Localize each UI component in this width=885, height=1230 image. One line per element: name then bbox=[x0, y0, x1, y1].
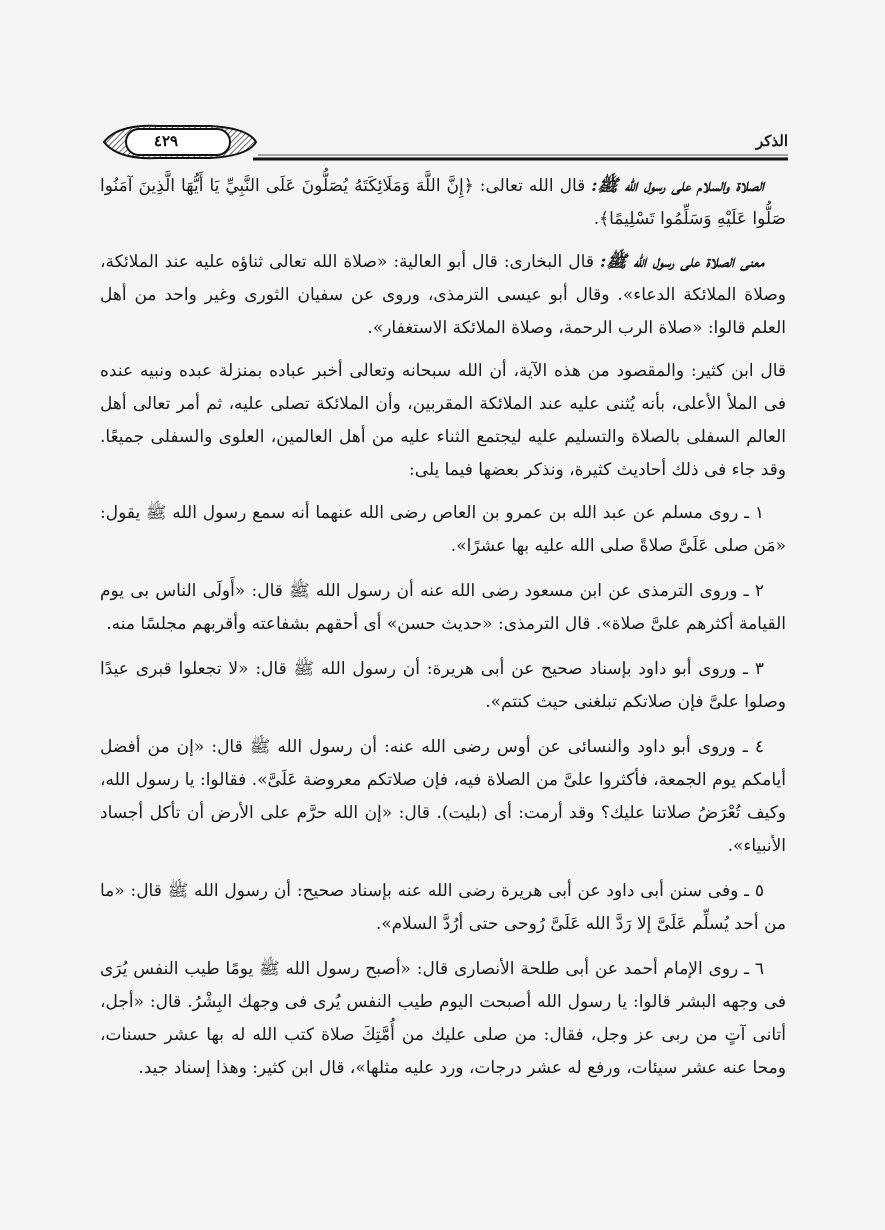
page-body bbox=[100, 170, 786, 1097]
section-text: قال البخارى: قال أبو العالية: «صلاة الله تعالى ثناؤه عليه عند الملائكة، وصلاة الملائكة الدعاء». وقال أبو عيسى الترمذى، وروى عن سفيان الثورى وغير واحد من أهل العلم قالوا: «صلاة الرب الرحمة، وصلاة الملائكة الاستغفار». bbox=[100, 252, 786, 338]
hadith-1: ١ ـ روى مسلم عن عبد الله بن عمرو بن العاص رضى الله عنهما أنه سمع رسول الله ﷺ يقول: «مَن صلى عَلَىَّ صلاةً صلى الله عليه بها عشرًا». bbox=[100, 503, 786, 556]
hadith-6: ٦ ـ روى الإمام أحمد عن أبى طلحة الأنصارى قال: «أصبح رسول الله ﷺ يومًا طيب النفس يُرَى فى وجهه البشر قالوا: يا رسول الله أصبحت اليوم طيب النفس يُرى فى وجهك البِشْرُ. قال: «أجل، أتانى آتٍ من ربى عز وجل، فقال: من صلى عليك من أُمَّتِكَ صلاة كتب الله له بها عشر حسنات، ومحا عنه عشر سيئات، ورفع له عشر درجات، ورد عليه مثلها»، قال ابن كثير: وهذا إسناد جيد. bbox=[100, 959, 786, 1078]
hadith-3: ٣ ـ وروى أبو داود بإسناد صحيح عن أبى هريرة: أن رسول الله ﷺ قال: «لا تجعلوا قبرى عيدًا وصلوا علىَّ فإن صلاتكم تبلغنى حيث كنتم». bbox=[100, 659, 786, 712]
section-meaning-salat bbox=[100, 246, 786, 345]
section-text: قال الله تعالى: ﴿إِنَّ اللَّهَ وَمَلَائِكَتَهُ يُصَلُّونَ عَلَى النَّبِيِّ يَا أَيُّهَا الَّذِينَ آمَنُوا صَلُّوا عَلَيْهِ وَسَلِّمُوا تَسْلِيمًا﴾. bbox=[100, 176, 786, 229]
running-head: الذكر bbox=[755, 132, 788, 150]
hadith-2: ٢ ـ وروى الترمذى عن ابن مسعود رضى الله عنه أن رسول الله ﷺ قال: «أَولَى الناس بى يوم القيامة أكثرهم علىَّ صلاة». قال الترمذى: «حديث حسن» أى أحقهم بشفاعته وأقربهم مجلسًا منه. bbox=[100, 581, 786, 634]
ibn-kathir-paragraph: قال ابن كثير: والمقصود من هذه الآية، أن الله سبحانه وتعالى أخبر عباده بمنزلة عبده ونبيه عنده فى الملأ الأعلى، بأنه يُثنى عليه عند الملائكة المقربين، وأن الملائكة تصلى عليه، ثم أمر تعالى أهل العالم السفلى بالصلاة والتسليم عليه ليجتمع الثناء عليه من أهل العالمين، العلوى والسفلى جميعًا. وقد جاء فى ذلك أحاديث كثيرة، ونذكر بعضها فيما يلى: bbox=[100, 361, 786, 480]
section-heading: معنى الصلاة على رسول الله ﷺ: bbox=[600, 252, 764, 272]
page-number: ٤٢٩ bbox=[153, 132, 179, 150]
section-salat-salam bbox=[100, 170, 786, 236]
hadith-5: ٥ ـ وفى سنن أبى داود عن أبى هريرة رضى الله عنه بإسناد صحيح: أن رسول الله ﷺ قال: «ما من أحد يُسلِّم عَلَىَّ إلا رَدَّ الله عَلَىَّ رُوحى حتى أرُدَّ السلام». bbox=[100, 881, 786, 934]
page-header bbox=[98, 122, 788, 162]
section-heading: الصلاة والسلام على رسول الله ﷺ: bbox=[591, 176, 764, 196]
hadith-4: ٤ ـ وروى أبو داود والنسائى عن أوس رضى الله عنه: أن رسول الله ﷺ قال: «إن من أفضل أيامكم يوم الجمعة، فأكثروا علىَّ من الصلاة فيه، فإن صلاتكم معروضة عَلَىَّ». فقالوا: يا رسول الله، وكيف تُعْرَضُ صلاتنا عليك؟ وقد أرمت: أى (بليت). قال: «إن الله حرَّم على الأرض أن تأكل أجساد الأنبياء». bbox=[100, 737, 786, 856]
